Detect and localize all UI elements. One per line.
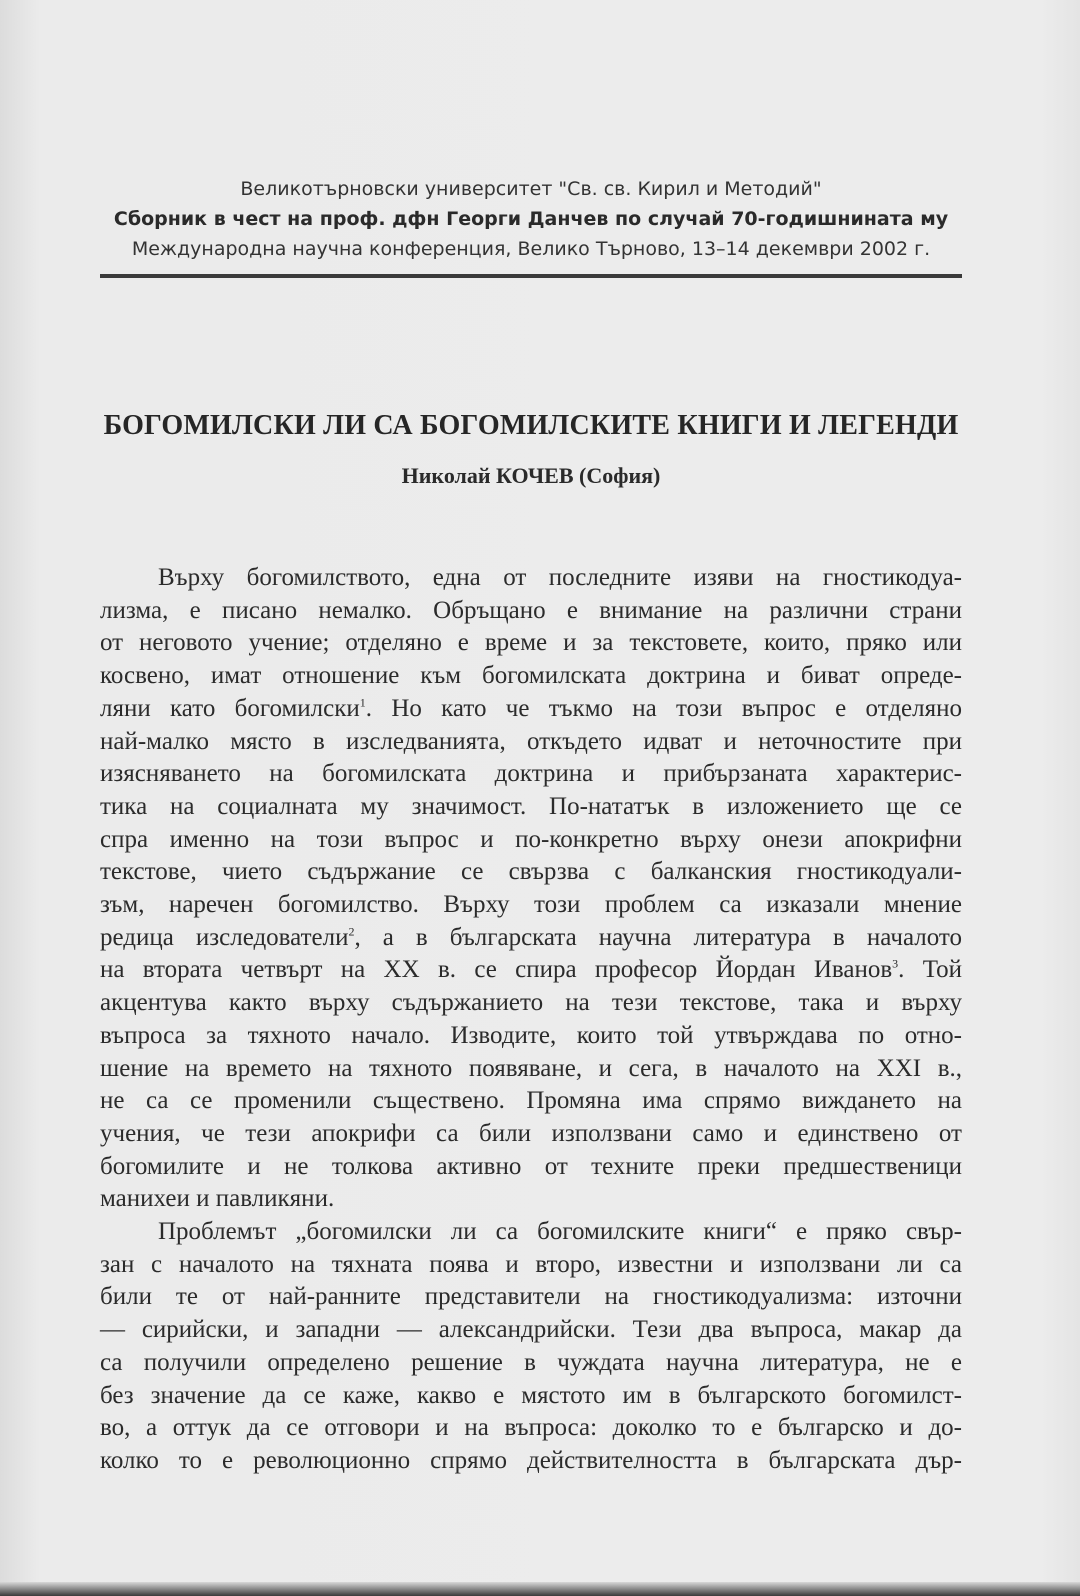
text-line: били те от най-ранните представители на гностикодуализма: източни bbox=[100, 1283, 962, 1311]
text-line: от неговото учение; отделяно е време и за текстовете, които, пряко или bbox=[100, 629, 962, 657]
text-line: без значение да се каже, какво е мястото им в българското богомилст- bbox=[100, 1381, 962, 1409]
article-author: Николай КОЧЕВ (София) bbox=[401, 463, 661, 488]
paragraph-1 bbox=[100, 562, 962, 1216]
paragraph-2 bbox=[100, 1216, 962, 1478]
conference-line: Международна научна конференция, Велико Търново, 13–14 декември 2002 г. bbox=[131, 238, 931, 260]
text-line: во, а оттук да се отговори и на въпроса: доколко то е българско и до- bbox=[100, 1414, 962, 1442]
text-line: зъм, наречен богомилство. Върху този проблем са изказали мнение bbox=[100, 891, 962, 919]
text-line: тика на социалната му значимост. По-нататък в изложението ще се bbox=[100, 792, 962, 820]
text-segment: редица изследователи bbox=[100, 923, 349, 951]
text-line: са получили определено решение в чуждата научна литература, не е bbox=[100, 1348, 962, 1376]
footnote-ref-1: 1 bbox=[359, 695, 366, 710]
text-line: зан с началото на тяхната поява и второ, известни и използвани ли са bbox=[100, 1250, 962, 1278]
text-line: Проблемът „богомилски ли са богомилските книги“ е пряко свър- bbox=[158, 1218, 962, 1246]
text-segment: . Но като че тъкмо на този въпрос е отделяно bbox=[365, 694, 962, 722]
header-divider bbox=[100, 274, 962, 278]
scan-bottom-edge bbox=[0, 1582, 1080, 1596]
text-line: акцентува както върху съдържанието на тези текстове, така и върху bbox=[100, 989, 962, 1017]
footnote-ref-3: 3 bbox=[892, 957, 899, 972]
text-line: манихеи и павликяни. bbox=[100, 1185, 335, 1213]
text-line: спра именно на този въпрос и по-конкретно върху онези апокрифни bbox=[100, 825, 962, 853]
publication-header bbox=[100, 174, 962, 264]
text-line bbox=[100, 693, 962, 726]
text-line: учения, че тези апокрифи са били използвани само и единствено от bbox=[100, 1119, 962, 1147]
text-line: богомилите и не толкова активно от техните преки предшественици bbox=[100, 1152, 962, 1180]
collection-title-line: Сборник в чест на проф. дфн Георги Данчев по случай 70-годишнината му bbox=[113, 208, 949, 230]
footnote-ref-2: 2 bbox=[348, 924, 355, 939]
text-line: текстове, чието съдържание се свързва с балканския гностикодуали- bbox=[100, 858, 962, 886]
text-line: въпроса за тяхното начало. Изводите, които той утвърждава по отно- bbox=[100, 1021, 962, 1049]
article-body bbox=[100, 562, 962, 1478]
text-segment: на втората четвърт на XX в. се спира професор Йордан Иванов bbox=[100, 956, 893, 984]
text-line bbox=[100, 922, 962, 955]
text-line: най-малко място в изследванията, откъдето идват и неточностите при bbox=[100, 727, 962, 755]
text-line: изясняването на богомилската доктрина и прибързаната характерис- bbox=[100, 760, 962, 788]
text-line: шение на времето на тяхното появяване, и сега, в началото на XXI в., bbox=[100, 1054, 962, 1082]
text-segment: , а в българската научна литература в началото bbox=[354, 923, 962, 951]
text-segment: . Той bbox=[898, 956, 962, 984]
text-line: — сирийски, и западни — александрийски. Тези два въпроса, макар да bbox=[100, 1316, 962, 1344]
text-line: косвено, имат отношение към богомилската доктрина и биват опреде- bbox=[100, 662, 962, 690]
text-line: лизма, е писано немалко. Обръщано е внимание на различни страни bbox=[100, 596, 962, 624]
text-line: колко то е революционно спрямо действителността в българската дър- bbox=[100, 1446, 962, 1474]
article-title: БОГОМИЛСКИ ЛИ СА БОГОМИЛСКИТЕ КНИГИ И ЛЕГЕНДИ bbox=[103, 410, 959, 441]
text-segment: ляни като богомилски bbox=[100, 694, 360, 722]
text-line bbox=[100, 954, 962, 987]
text-line: не са се променили съществено. Промяна има спрямо виждането на bbox=[100, 1087, 962, 1115]
text-line: Върху богомилството, една от последните изяви на гностикодуа- bbox=[158, 564, 962, 591]
university-line: Великотърновски университет "Св. св. Кирил и Методий" bbox=[240, 178, 822, 200]
